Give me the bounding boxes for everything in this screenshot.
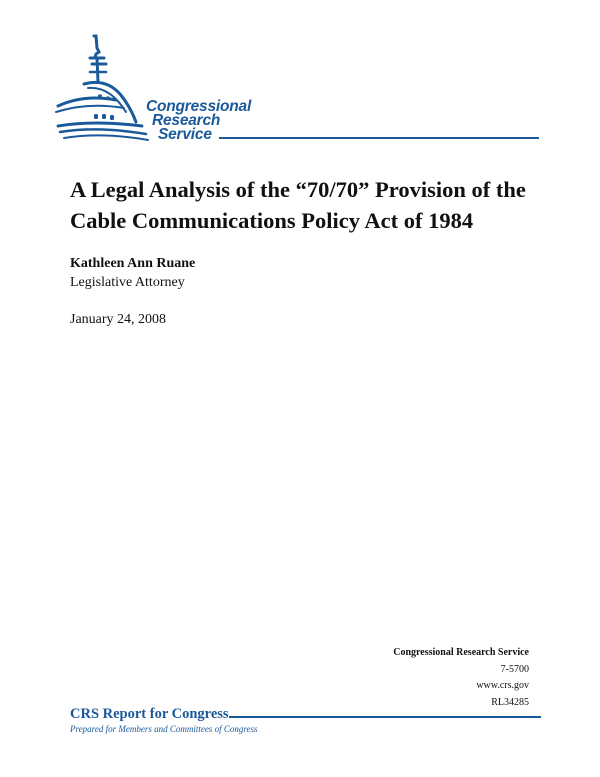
document-title: A Legal Analysis of the “70/70” Provision of the Cable Communications Policy Act of 1984	[70, 177, 526, 233]
wordmark-line-research: Research	[152, 112, 221, 129]
author-name: Kathleen Ann Ruane	[70, 256, 196, 271]
author-role: Legislative Attorney	[70, 275, 185, 290]
meta-phone: 7-5700	[500, 663, 529, 675]
header-divider	[219, 137, 539, 139]
meta-org: Congressional Research Service	[393, 647, 529, 658]
meta-report-number: RL34285	[491, 696, 529, 708]
footer-divider	[229, 716, 541, 718]
footer-title: CRS Report for Congress	[70, 706, 229, 722]
publication-date: January 24, 2008	[70, 312, 167, 327]
wordmark-line-service: Service	[158, 126, 212, 143]
meta-website: www.crs.gov	[476, 680, 529, 691]
report-meta	[393, 645, 529, 711]
crs-wordmark	[146, 100, 251, 142]
footer-subtitle: Prepared for Members and Committees of Congress	[70, 724, 258, 734]
capitol-dome-icon	[54, 34, 154, 146]
wordmark-line-congressional: Congressional	[146, 98, 252, 115]
